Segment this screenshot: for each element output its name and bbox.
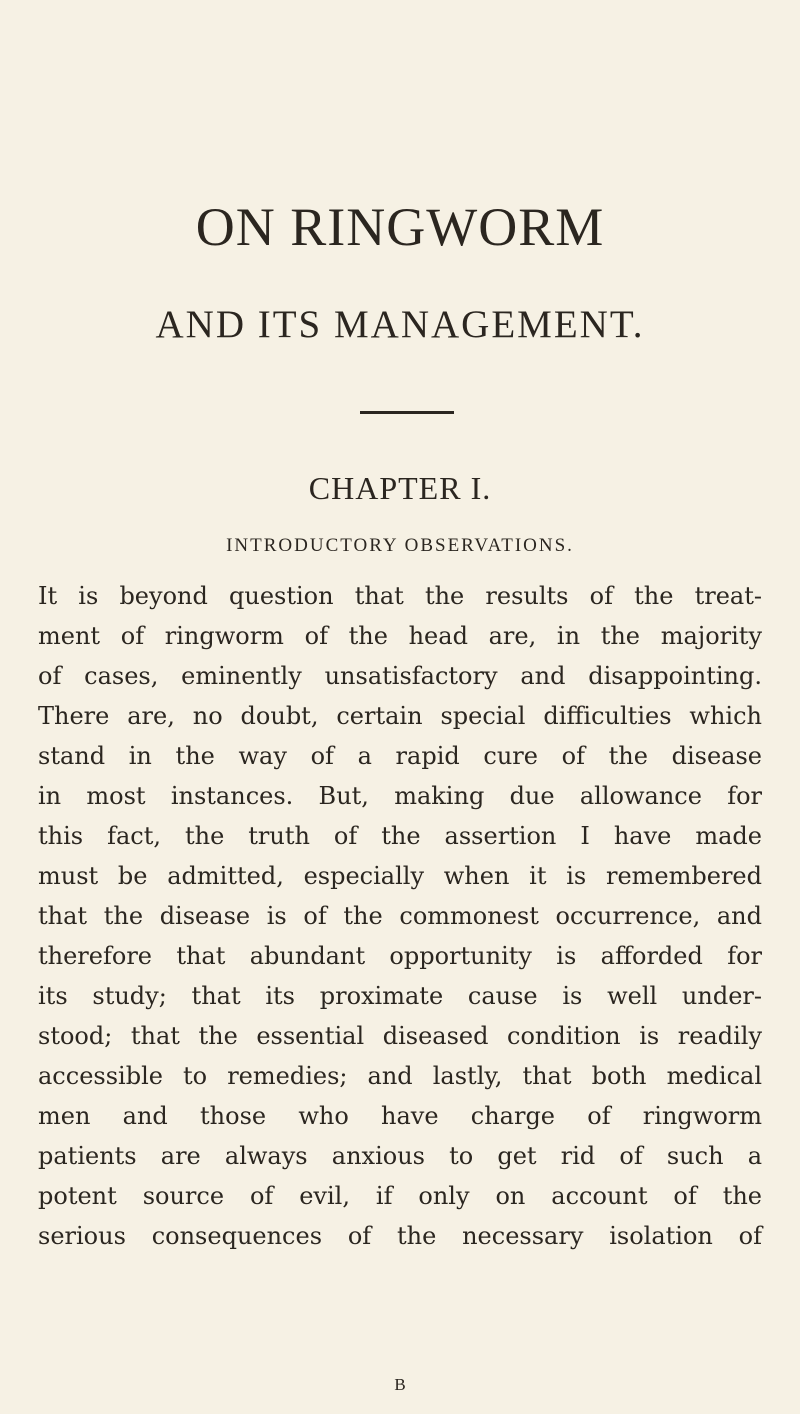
text-line: stand in the way of a rapid cure of the disease xyxy=(38,742,762,770)
book-subtitle: AND ITS MANAGEMENT. xyxy=(155,303,645,346)
text-line: There are, no doubt, certain special difficulties which xyxy=(38,702,762,730)
text-line: potent source of evil, if only on account of the xyxy=(38,1182,762,1210)
chapter-heading: CHAPTER I. xyxy=(308,470,492,506)
body-text xyxy=(38,576,762,1256)
title-rule xyxy=(360,411,454,414)
text-line: of cases, eminently unsatisfactory and disappointing. xyxy=(38,662,762,690)
text-line: ment of ringworm of the head are, in the majority xyxy=(38,622,762,650)
text-line: its study; that its proximate cause is well under- xyxy=(38,982,762,1010)
text-line: that the disease is of the commonest occurrence, and xyxy=(38,902,762,930)
text-line: must be admitted, especially when it is remembered xyxy=(38,862,762,890)
text-line: patients are always anxious to get rid of such a xyxy=(38,1142,762,1170)
text-line: men and those who have charge of ringworm xyxy=(38,1102,762,1130)
book-page xyxy=(38,0,762,1414)
text-line: It is beyond question that the results of the treat- xyxy=(38,582,762,610)
text-line: this fact, the truth of the assertion I have made xyxy=(38,822,762,850)
section-title: INTRODUCTORY OBSERVATIONS. xyxy=(226,535,574,556)
text-line: accessible to remedies; and lastly, that both medical xyxy=(38,1062,762,1090)
signature-mark: B xyxy=(394,1375,406,1394)
book-title: ON RINGWORM xyxy=(195,197,605,257)
text-line: therefore that abundant opportunity is afforded for xyxy=(38,942,762,970)
text-line: serious consequences of the necessary isolation of xyxy=(38,1222,762,1250)
text-line: stood; that the essential diseased condition is readily xyxy=(38,1022,762,1050)
text-line: in most instances. But, making due allowance for xyxy=(38,782,762,810)
